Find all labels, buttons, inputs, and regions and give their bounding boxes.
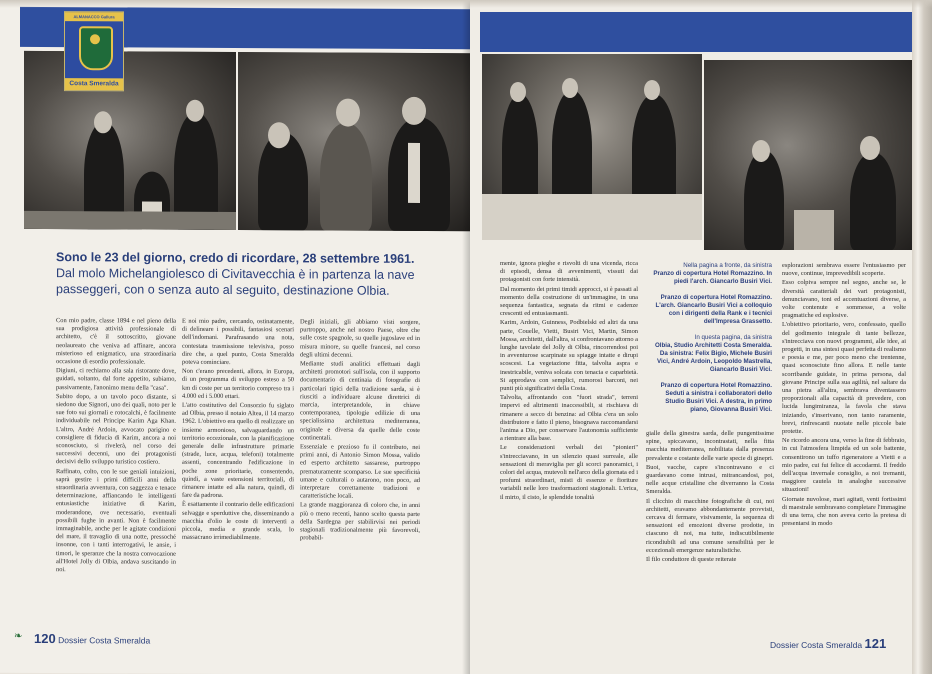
photo-captions bbox=[646, 262, 772, 422]
left-column-2 bbox=[182, 318, 294, 544]
photo-men-talking bbox=[238, 52, 470, 231]
left-folio-label: Dossier Costa Smeralda bbox=[58, 635, 151, 646]
left-column-1 bbox=[56, 317, 176, 576]
paragraph: L'atto costitutivo del Consorzio fu siglato ad Olbia, presso il notaio Altea, il 14 marzo 1962. L'obiettivo era quello di realizzare un insieme armonioso, salvaguardando un territorio eccezionale, con la pianificazione generale delle infrastrutture primarie (strade, luce, acqua, telefoni) totalmente assenti, concentrando l'edificazione in poche zone prioritarie, consentendo, quindi, a vaste estensioni territoriali, di rimanere intatte ed alla natura, quindi, di fare da padrona. bbox=[182, 401, 294, 500]
paragraph: gialle della ginestra sarda, delle pungentissime spine, spiccavano, incontrastati, nella fitta macchia mediterranea, nobilitata dalla presenza prevalente e costante delle varie specie di ginepri. bbox=[646, 430, 774, 462]
paragraph: È esattamente il contrario delle edificazioni selvagge e sperduttive che, disseminando a macchia d'olio le coste di interventi a piccola, media e grande scala, lo massacrano irrimediabilmente. bbox=[182, 501, 294, 542]
paragraph: Esso colpiva sempre nel segno, anche se, le diversità caratteriali dei vari protagonisti, denunciavano, toni ed accentuazioni diverse, a volte contenute e sommesse, a volte pragmatiche ed esplosive. bbox=[782, 279, 906, 320]
paragraph: Essenziale e prezioso fu il contributo, nei primi anni, di Antonio Simon Mossa, valido ed esperto architetto sassarese, purtroppo prematuramente scomparso. Le sue specificità umane e culturali o autarono, non poco, ad interpretare correttamente tradizioni e caratteristiche locali. bbox=[300, 443, 420, 500]
logo-bottom-text: Costa Smeralda bbox=[65, 78, 123, 90]
article-headline bbox=[56, 249, 428, 299]
right-page-number: 121 bbox=[864, 636, 887, 651]
paragraph: E noi mio padre, cercando, ostinatamente, di delineare i possibili, fantasiosi scenari dell'indomani. Parafrasando una nota, contestata trasmissione televisiva, posso dire che, a quel punto, Costa Smeralda poteva cominciare. bbox=[182, 317, 294, 366]
crest-icon bbox=[79, 26, 113, 70]
paragraph: Con mio padre, classe 1894 e nel pieno della sua prodigiosa attività professionale di architetto, c'è il sottoscritto, giovane neolaureato che veniva ad affinare, ancora misterioso ed enigmatico, una straordinaria occasione di esordio professionale. bbox=[56, 317, 176, 366]
paragraph: Raffinato, colto, con le sue geniali intuizioni, saprà gestire i primi difficili anni della straordinaria avventura, con saggezza e tenace determinazione, affiancando le intelligenti entusiastiche iniziative di Karim, moderandone, ove necessario, eventuali possibili fughe in avanti. Non è facilmente immaginabile, anche per le agitate condizioni del mare, il travaglio di una notte, pressoché insonne, con i tanti interrogativi, le ansie, i timori, le speranze che la nostra convocazione all'Hotel Jolly di Olbia, andava suscitando in noi. bbox=[56, 467, 176, 574]
paragraph: mente, ignora pieghe e risvolti di una vicenda, ricca di episodi, densa di avvenimenti, vissuti dai protagonisti con forte intensità. bbox=[500, 260, 638, 284]
paragraph: Le considerazioni verbali dei "pionieri" s'intrecciavano, in un silenzio quasi surreale, alle sensazioni di meraviglia per gli scorci panoramici, i colori del acqua, mutevoli nell'arco della giornata ed i profumi straordinari, misti di essenze e fioriture variabili nelle loro trasformazioni stagionali. L'erica, il mirto, il cisto, le splendide tonalità bbox=[500, 444, 638, 501]
right-column-1 bbox=[500, 260, 638, 503]
right-page bbox=[470, 0, 932, 674]
paragraph: Karim, Ardoin, Guinness, Podbielski ed altri da una parte, Couelle, Vietti, Busiri Vici, Martin, Simon Mossa, architetti, dall'altra, si confrontavano attorno a lunghe tavolate del Jolly di Olbia, rincorrendosi poi in avventurose scarpinate su spiagge intatte e dirupi scoscesi. La vegetazione fitta, talvolta aspra e inestricabile, veniva solcata con tenacia e caparbietà. Si approdava con semplici, rumorosi barconi, nei punti più significativi della Costa. bbox=[500, 319, 638, 393]
paragraph: Mediante studi analitici effettuati dagli architetti promotori sull'isola, con il supporto documentario di centinaia di fotografie di particolari tipici della tradizione sarda, si è riusciti a individuare alcune direttrici di marcia, interpretandole, in chiave contemporanea, tipologie edilizie di una specialissima architettura mediterranea, originale e diversa da quelle delle coste continentali. bbox=[300, 360, 420, 442]
left-page-number: 120 bbox=[34, 630, 56, 647]
right-column-2 bbox=[646, 430, 774, 565]
paragraph: Il clicchio di macchine fotografiche di cui, noi architetti, eravamo abbondantemente provvisti, cercava di fermare, visivamente, la sequenza di sensazioni ed emozioni diverse prodotte, in ciascuno di noi, ma tutte, indiscutibilmente ricondiubili ad una comune sensibilità per le eccezionali emergenze naturalistiche. bbox=[646, 497, 774, 554]
headline-lead: Sono le 23 del giorno, credo di ricordare, 28 settembre 1961. bbox=[56, 250, 415, 266]
caption-body: Olbia, Studio Architetti Costa Smeralda. Da sinistra: Felix Bigio, Michele Busiri Vici, André Ardoin, Leopoldo Mastrella, Giancarlo Busiri Vici. bbox=[654, 342, 772, 373]
paragraph: Digiuni, ci rechiamo alla sala ristorante dove, guidati, soltanto, dal forte appetito, subiamo, passivamente, l'anonimo menu della "casa". bbox=[56, 367, 176, 392]
headline-rest: Dal molo Michelangiolesco di Civitavecchia è in partenza la nave passeggeri, con o senza auto al seguito, destinazione Olbia. bbox=[56, 266, 415, 298]
photo-studio-architects bbox=[482, 54, 702, 240]
caption bbox=[646, 294, 772, 326]
paragraph: Non c'erano precedenti, allora, in Europa, di un programma di sviluppo esteso a 50 km di coste per un territorio compreso tra i 4.000 ed i 5.000 ettari. bbox=[182, 367, 294, 400]
paragraph: Buoi, vacche, capre s'incontravano e ci guardavano come intrusi, mitrancandosi, poi, nelle acque cristalline che diverranno la Costa Smeralda. bbox=[646, 463, 774, 496]
caption-body: Pranzo di copertura Hotel Romazzino. L'arch. Giancarlo Busiri Vici a colloquio con i dirigenti della Rank e i tecnici dell'Impresa Grassetto. bbox=[655, 294, 772, 325]
photo-banquet-left bbox=[24, 51, 236, 230]
caption bbox=[646, 262, 772, 286]
right-column-3 bbox=[782, 262, 906, 530]
paragraph: Dal momento dei primi timidi approcci, si è passati al momento della costruzione di un'immagine, in una sequenza fantastica, segnata da ritmi e cadenze crescenti ed entusiasmanti. bbox=[500, 285, 638, 318]
left-column-3 bbox=[300, 318, 420, 544]
paragraph: L'obiettivo prioritario, vero, confessato, quello del godimento integrale di tante bellezze, s'intrecciava con nuovi programmi, alle idee, ai progetti, in una sintesi quasi perfetta di realismo e poesia e me, per poco meno che trentenne, quasi sconosciute fino allora. E nelle tante scorribande guidate, in prima persona, dal giovane Principe sulla sua agilità, nel saltare da una pietra all'altra, sembrava diventassero proporzionali alla capacità di prevedere, con lucida lungimiranza, la favola che stava iniziando, s'inserivano, non tanto raramente, brevi, rinfrescanti nuotate nelle piccole baie protette. bbox=[782, 321, 906, 436]
photo-banquet-right bbox=[704, 60, 912, 250]
caption-body: Pranzo di copertura Hotel Romazzino. Seduti a sinistra i collaboratori dello Studio Busiri Vici. A destra, in primo piano, Giovanna Busiri Vici. bbox=[660, 382, 772, 413]
ornament-icon: ❧ bbox=[14, 630, 23, 642]
paragraph: Degli iniziali, gli abbiamo visti sorgere, purtroppo, anche nel nostro Paese, oltre che sulle coste spagnole, su quelle jugoslave ed in misura minore, su quelle francesi, nel corso degli ultimi decenni. bbox=[300, 318, 420, 359]
page-edges bbox=[912, 0, 932, 674]
right-blue-header-bar bbox=[480, 12, 912, 52]
paragraph: Il filo conduttore di queste reiterate bbox=[646, 556, 737, 564]
paragraph: Giornate nuvolose, mari agitati, venti fortissimi di maestrale sembravano completare l'immagine di una terra, che non aveva certo la pretesa di presentarsi in modo bbox=[782, 495, 906, 528]
paragraph: Ne ricordo ancora una, verso la fine di febbraio, in cui l'atmosfera limpida ed un sole battente, consentirono un tuffo rigeneratore a Vietti e a mio padre, cui fui felice di accodarmi. Il freddo dell'acqua invernale consiglio, a noi tremanti, maggiore cautela in analoghe successive situazioni! bbox=[782, 437, 906, 494]
logo-top-text: ALMANACCO Gallura bbox=[65, 12, 123, 21]
caption-head: In questa pagina, da sinistra bbox=[694, 334, 772, 341]
paragraph: Talvolta, affrontando con "fuori strada", terreni impervi ed altrimenti inaccessibili, si rischiava di rimanere a secco di benzina: ad Olbia c'era un solo distributore e fatto il pieno, bisognava raccomandarsi l'anima a Dio, per conservare l'autonomia sufficiente a rientrare alla base. bbox=[500, 394, 638, 443]
right-folio-label: Dossier Costa Smeralda bbox=[770, 640, 863, 650]
top-shadow bbox=[0, 0, 932, 8]
almanacco-logo bbox=[64, 11, 124, 91]
caption bbox=[646, 382, 772, 414]
paragraph: Subito dopo, a un tavolo poco distante, si siedono due Signori, uno dei quali, noto per le sue foto sui giornali e rotocalchi, è facilmente individuabile nel Principe Karim Aga Khan. L'altro, André Ardoin, avvocato parigino e consigliere di fiducia di Karim, ancora a noi sconosciuto, si rivelerà, nel corso dei successivi decenni, uno dei protagonisti decisivi dello sviluppo turistico costiero. bbox=[56, 392, 176, 467]
left-folio bbox=[34, 631, 150, 647]
paragraph: esplorazioni sembrava essere l'entusiasmo per nuove, continue, imprevedibili scoperte. bbox=[782, 262, 906, 278]
right-folio bbox=[770, 636, 886, 651]
caption-body: Pranzo di copertura Hotel Romazzino. In piedi l'arch. Giancarlo Busiri Vici. bbox=[653, 270, 772, 285]
caption bbox=[646, 334, 772, 374]
paragraph: La grande maggioranza di coloro che, in anni più o meno recenti, hanno scelto questa parte della Sardegna per stabilirvisi nei periodi stagionali tradizionalmente più favorevoli, probabil- bbox=[300, 501, 420, 542]
caption-head: Nella pagina a fronte, da sinistra bbox=[683, 262, 772, 269]
